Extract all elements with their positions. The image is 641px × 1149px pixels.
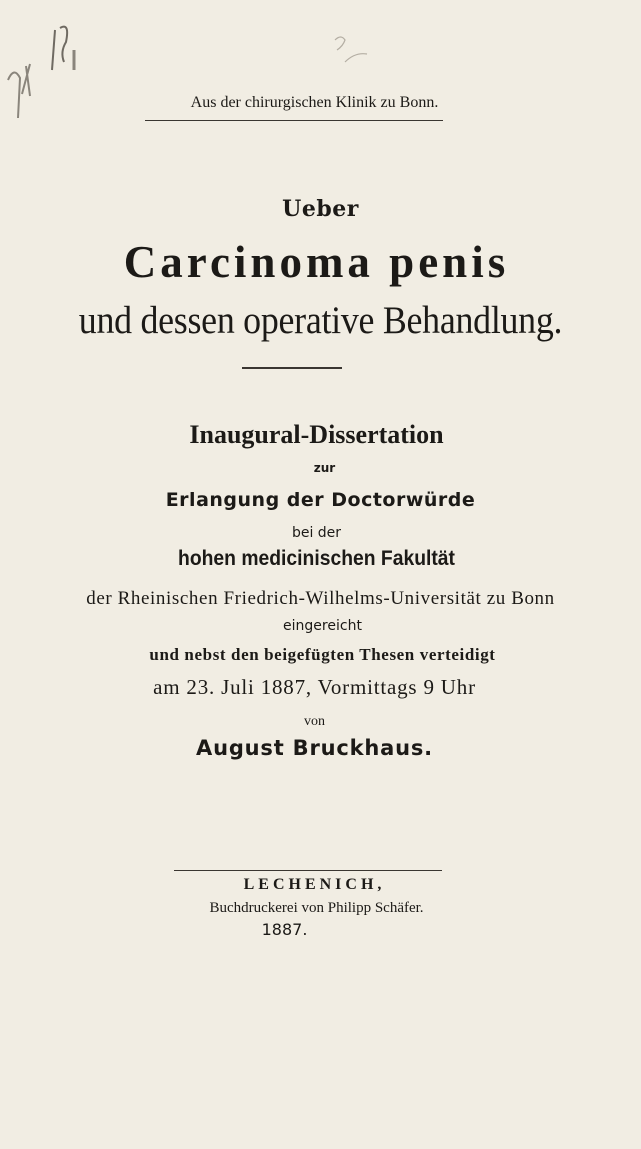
fakultaet-line: hohen medicinischen Fakultät xyxy=(178,547,455,570)
section-rule xyxy=(242,367,342,369)
zur-line: zur xyxy=(313,461,336,475)
thesen-line: und nebst den beigefügten Thesen verteidigt xyxy=(149,645,496,664)
imprint-rule xyxy=(174,870,442,871)
university-line: der Rheinischen Friedrich-Wilhelms-Universität zu Bonn xyxy=(86,588,555,609)
imprint-year: 1887. xyxy=(261,920,308,939)
header-rule xyxy=(145,120,443,121)
von-line: von xyxy=(304,714,325,729)
date-line: am 23. Juli 1887, Vormittags 9 Uhr xyxy=(153,675,476,699)
title-sub: und dessen operative Behandlung. xyxy=(78,299,563,342)
title-main: Carcinoma penis xyxy=(123,237,510,287)
imprint-printer: Buchdruckerei von Philipp Schäfer. xyxy=(209,900,424,916)
title-ueber: Ueber xyxy=(282,196,359,222)
eingereicht-line: eingereicht xyxy=(283,618,362,634)
dissertation-heading: Inaugural-Dissertation xyxy=(189,420,444,449)
erlangung-line: Erlangung der Doctorwürde xyxy=(165,489,476,511)
handwritten-marks xyxy=(0,0,641,140)
imprint-place: LECHENICH, xyxy=(243,876,386,893)
author-name: August Bruckhaus. xyxy=(196,736,433,760)
bei-der-line: bei der xyxy=(291,525,342,541)
institute-line: Aus der chirurgischen Klinik zu Bonn. xyxy=(190,94,439,111)
